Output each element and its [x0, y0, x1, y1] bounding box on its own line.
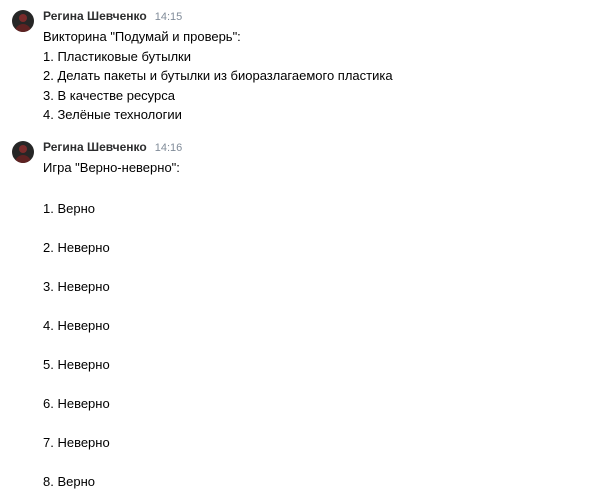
game-title: Игра "Верно-неверно": — [43, 159, 180, 175]
message-body — [43, 8, 590, 125]
quiz-item-4: 4. Зелёные технологии — [43, 107, 182, 122]
message-text — [43, 27, 590, 125]
avatar-face — [19, 145, 27, 153]
message-header — [43, 8, 590, 25]
chat-message — [0, 8, 600, 125]
game-answer-2: 2. Неверно — [43, 239, 110, 255]
message-timestamp: 14:15 — [154, 11, 183, 23]
quiz-item-2: 2. Делать пакеты и бутылки из биоразлагаемого пластика — [43, 68, 393, 83]
quiz-item-1: 1. Пластиковые бутылки — [43, 48, 191, 64]
quiz-item-3: 3. В качестве ресурса — [43, 87, 175, 103]
chat-message — [0, 139, 600, 491]
avatar-body — [15, 155, 31, 163]
game-answer-5: 5. Неверно — [43, 356, 110, 372]
game-answer-3: 3. Неверно — [43, 278, 110, 294]
game-answer-8: 8. Верно — [43, 473, 95, 489]
game-answer-7: 7. Неверно — [43, 434, 110, 450]
game-answer-4: 4. Неверно — [43, 317, 110, 333]
quiz-title: Викторина "Подумай и проверь": — [43, 29, 241, 44]
message-header — [43, 139, 590, 156]
message-timestamp: 14:16 — [154, 141, 183, 154]
game-answer-6: 6. Неверно — [43, 395, 110, 411]
avatar-body — [15, 24, 31, 32]
game-answer-1: 1. Верно — [43, 200, 95, 216]
avatar-face — [19, 14, 27, 22]
avatar[interactable] — [12, 10, 34, 32]
avatar[interactable] — [12, 141, 34, 163]
message-author[interactable]: Регина Шевченко — [43, 139, 147, 154]
message-author[interactable]: Регина Шевченко — [43, 9, 147, 23]
message-body — [43, 139, 590, 491]
